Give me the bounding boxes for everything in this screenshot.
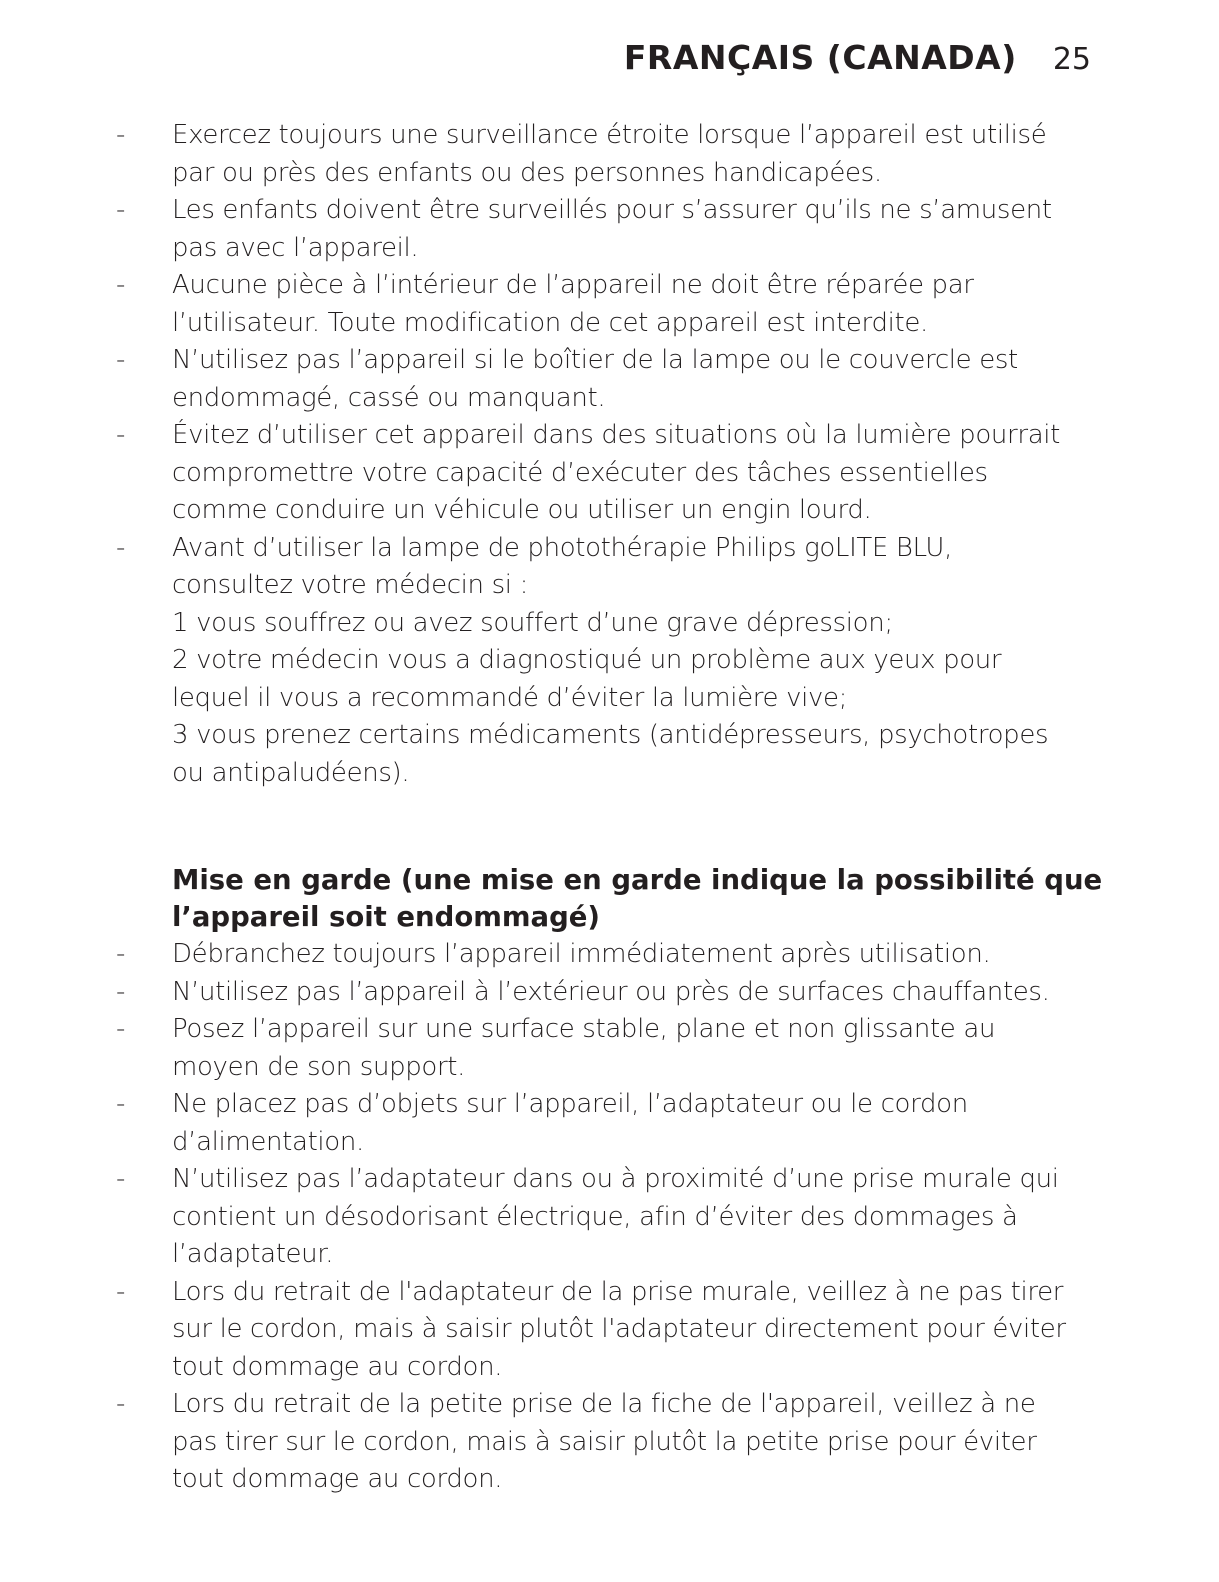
bullet-dash: - [116, 1276, 126, 1307]
list-item-line: par ou près des enfants ou des personnes handicapées. [172, 157, 882, 188]
bullet-dash: - [116, 345, 126, 375]
list-item-line: 3 vous prenez certains médicaments (antidépresseurs, psychotropes [172, 720, 1049, 750]
list-item-line: lequel il vous a recommandé d’éviter la lumière vive; [172, 682, 848, 713]
list-item-line: Lors du retrait de l'adaptateur de la prise murale, veillez à ne pas tirer [172, 1276, 1064, 1307]
list-item [0, 267, 1219, 342]
section-title: FRANÇAIS (CANADA) [623, 38, 1017, 77]
page-content [0, 117, 1219, 1499]
list-item-line: Posez l’appareil sur une surface stable, plane et non glissante au [172, 1014, 996, 1044]
list-item [0, 1386, 1219, 1499]
list-item-line: pas tirer sur le cordon, mais à saisir plutôt la petite prise pour éviter [172, 1426, 1037, 1457]
list-item-line: l’utilisateur. Toute modification de cet appareil est interdite. [172, 307, 928, 338]
list-item-line: tout dommage au cordon. [172, 1351, 503, 1382]
list-item [0, 1274, 1219, 1387]
list-item-line: comme conduire un véhicule ou utiliser un engin lourd. [172, 495, 872, 525]
bullet-dash: - [116, 532, 126, 563]
list-item [0, 342, 1219, 417]
list-item [0, 417, 1219, 530]
bullet-dash: - [116, 270, 126, 300]
list-item-line: Les enfants doivent être surveillés pour s’assurer qu’ils ne s’amusent [172, 195, 1052, 225]
list-item-line: Exercez toujours une surveillance étroite lorsque l’appareil est utilisé [172, 120, 1047, 150]
list-item-line: tout dommage au cordon. [172, 1464, 503, 1494]
list-item-line: endommagé, cassé ou manquant. [172, 382, 606, 413]
list-item-line: l’adaptateur. [172, 1239, 334, 1269]
list-item [0, 974, 1219, 1012]
list-item [0, 936, 1219, 974]
caution-list [0, 936, 1219, 1499]
caution-heading-line: Mise en garde (une mise en garde indique la possibilité que [172, 864, 1103, 896]
bullet-dash: - [116, 1389, 126, 1419]
bullet-dash: - [116, 120, 126, 150]
caution-heading [0, 862, 1219, 936]
list-item-line: d’alimentation. [172, 1126, 364, 1157]
bullet-dash: - [116, 1164, 126, 1194]
list-item-line: compromettre votre capacité d’exécuter des tâches essentielles [172, 457, 988, 488]
bullet-dash: - [116, 420, 126, 450]
list-item-line: N’utilisez pas l’adaptateur dans ou à proximité d’une prise murale qui [172, 1164, 1059, 1194]
list-item-line: Ne placez pas d’objets sur l’appareil, l’adaptateur ou le cordon [172, 1089, 968, 1119]
list-item-line: ou antipaludéens). [172, 757, 410, 788]
bullet-dash: - [116, 939, 126, 969]
list-item-line: N’utilisez pas l’appareil à l’extérieur ou près de surfaces chauffantes. [172, 976, 1050, 1007]
list-item-line: 2 votre médecin vous a diagnostiqué un problème aux yeux pour [172, 645, 1002, 675]
list-item [0, 117, 1219, 192]
list-item-line: contient un désodorisant électrique, afin d’éviter des dommages à [172, 1201, 1018, 1232]
list-item-line: Lors du retrait de la petite prise de la fiche de l'appareil, veillez à ne [172, 1389, 1036, 1419]
list-item-line: pas avec l’appareil. [172, 232, 419, 263]
list-item [0, 1086, 1219, 1161]
page-header [624, 38, 1091, 88]
bullet-dash: - [116, 1014, 126, 1044]
warnings-list [0, 117, 1219, 792]
list-item [0, 1011, 1219, 1086]
list-item-line: consultez votre médecin si : [172, 570, 528, 600]
list-item [0, 530, 1219, 793]
list-item [0, 192, 1219, 267]
list-item-line: N’utilisez pas l’appareil si le boîtier de la lampe ou le couvercle est [172, 345, 1018, 375]
list-item-line: Évitez d’utiliser cet appareil dans des situations où la lumière pourrait [172, 420, 1060, 450]
list-item-line: sur le cordon, mais à saisir plutôt l'adaptateur directement pour éviter [172, 1314, 1066, 1344]
list-item-line: Aucune pièce à l’intérieur de l’appareil ne doit être réparée par [172, 270, 974, 300]
bullet-dash: - [116, 1089, 126, 1119]
page-number: 25 [1052, 42, 1091, 77]
list-item-line: Débranchez toujours l’appareil immédiatement après utilisation. [172, 939, 991, 969]
bullet-dash: - [116, 976, 126, 1007]
list-item [0, 1161, 1219, 1274]
bullet-dash: - [116, 195, 126, 225]
list-item-line: moyen de son support. [172, 1051, 466, 1082]
list-item-line: Avant d’utiliser la lampe de photothérapie Philips goLITE BLU, [172, 532, 953, 563]
caution-heading-line: l’appareil soit endommagé) [172, 901, 600, 933]
list-item-line: 1 vous souffrez ou avez souffert d’une grave dépression; [172, 607, 893, 638]
